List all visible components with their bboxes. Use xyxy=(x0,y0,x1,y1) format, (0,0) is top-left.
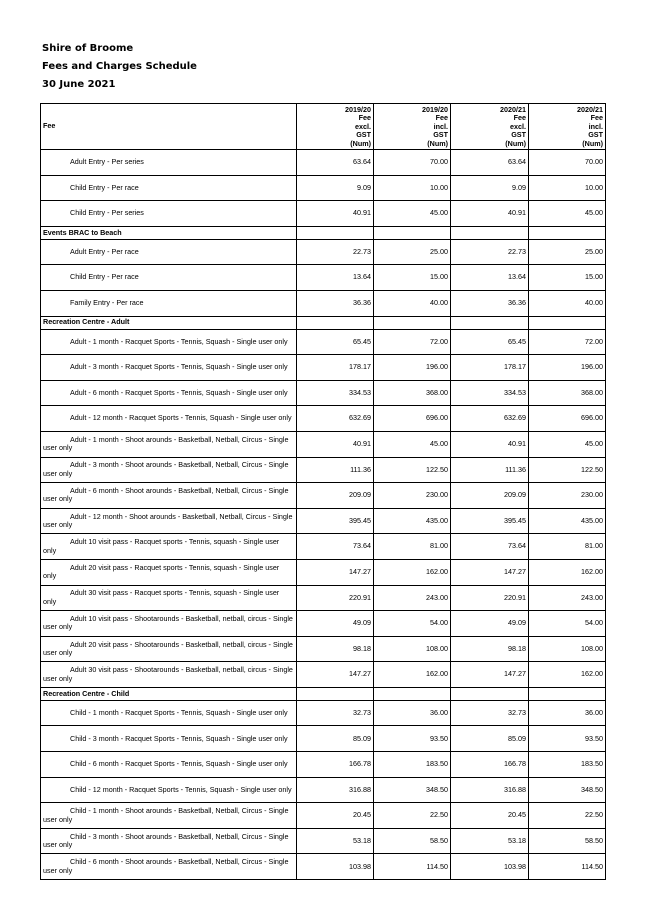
fee-description-cell xyxy=(41,380,297,406)
fee-description-cell xyxy=(41,483,297,509)
table-row xyxy=(41,559,606,585)
fee-description-cell xyxy=(41,611,297,637)
fee-value: 632.69 xyxy=(297,406,374,432)
fee-value: 93.50 xyxy=(529,726,606,752)
fee-description-cell xyxy=(41,828,297,854)
fee-value: 72.00 xyxy=(529,329,606,355)
fee-value: 178.17 xyxy=(297,355,374,381)
column-header-2020-21-incl xyxy=(529,104,606,150)
fee-value: 147.27 xyxy=(297,662,374,688)
fee-value: 108.00 xyxy=(529,636,606,662)
fee-description-cell xyxy=(41,777,297,803)
fee-value: 334.53 xyxy=(297,380,374,406)
fee-value: 98.18 xyxy=(297,636,374,662)
fee-description-cell xyxy=(41,175,297,201)
table-row xyxy=(41,726,606,752)
fee-value: 10.00 xyxy=(529,175,606,201)
table-header-row xyxy=(41,104,606,150)
fee-description: Adult 10 visit pass - Racquet sports - Tennis, squash - Single user only xyxy=(43,537,280,555)
fee-description-cell xyxy=(41,239,297,265)
fee-description: Child Entry - Per race xyxy=(70,182,139,192)
fee-value: 111.36 xyxy=(451,457,529,483)
fee-value: 36.36 xyxy=(297,290,374,316)
fee-value: 65.45 xyxy=(451,329,529,355)
fee-value: 20.45 xyxy=(297,803,374,829)
column-header-line: GST xyxy=(433,130,448,140)
fee-value: 395.45 xyxy=(451,508,529,534)
fee-value: 53.18 xyxy=(297,828,374,854)
section-title: Recreation Centre - Adult xyxy=(41,316,297,329)
fee-description-cell xyxy=(41,752,297,778)
fee-description-cell xyxy=(41,201,297,227)
column-header-line: Fee xyxy=(513,113,526,123)
fee-value: 220.91 xyxy=(297,585,374,611)
fee-description-cell xyxy=(41,355,297,381)
column-header-line: excl. xyxy=(510,121,526,131)
fee-value: 114.50 xyxy=(529,854,606,880)
fee-description: Adult Entry - Per race xyxy=(70,246,139,256)
fee-value: 162.00 xyxy=(374,662,451,688)
fee-description: Child Entry - Per race xyxy=(70,272,139,282)
table-row xyxy=(41,611,606,637)
fee-value: 22.73 xyxy=(451,239,529,265)
fee-value: 435.00 xyxy=(374,508,451,534)
fee-description-cell xyxy=(41,636,297,662)
column-header-line: Fee xyxy=(590,113,603,123)
fee-value: 395.45 xyxy=(297,508,374,534)
fee-description: Adult - 1 month - Racquet Sports - Tennis, Squash - Single user only xyxy=(70,336,288,346)
fee-value: 108.00 xyxy=(374,636,451,662)
column-header-2019-20-incl xyxy=(374,104,451,150)
empty-cell xyxy=(297,687,374,700)
empty-cell xyxy=(529,316,606,329)
table-row xyxy=(41,585,606,611)
fee-value: 45.00 xyxy=(374,431,451,457)
fee-description-cell xyxy=(41,290,297,316)
table-row xyxy=(41,803,606,829)
empty-cell xyxy=(529,687,606,700)
fee-description-cell xyxy=(41,559,297,585)
fee-value: 93.50 xyxy=(374,726,451,752)
fee-value: 220.91 xyxy=(451,585,529,611)
table-row xyxy=(41,150,606,176)
fee-value: 243.00 xyxy=(529,585,606,611)
table-row xyxy=(41,700,606,726)
fee-value: 696.00 xyxy=(529,406,606,432)
document-title: Fees and Charges Schedule xyxy=(42,61,197,72)
fee-description: Adult - 1 month - Shoot arounds - Basketball, Netball, Circus - Single user only xyxy=(43,434,289,453)
fee-value: 25.00 xyxy=(374,239,451,265)
fee-description: Adult - 12 month - Racquet Sports - Tennis, Squash - Single user only xyxy=(70,413,292,423)
fee-description-cell xyxy=(41,150,297,176)
fee-value: 85.09 xyxy=(297,726,374,752)
fee-value: 632.69 xyxy=(451,406,529,432)
fee-description: Adult 10 visit pass - Shootarounds - Basketball, netball, circus - Single user only xyxy=(43,613,293,632)
fee-description: Adult 20 visit pass - Racquet sports - Tennis, squash - Single user only xyxy=(43,562,280,581)
table-row xyxy=(41,201,606,227)
fee-value: 348.50 xyxy=(529,777,606,803)
column-header-line: GST xyxy=(356,130,371,140)
fee-value: 54.00 xyxy=(374,611,451,637)
fee-value: 22.50 xyxy=(374,803,451,829)
fee-value: 162.00 xyxy=(529,662,606,688)
fee-description-cell xyxy=(41,457,297,483)
table-row xyxy=(41,636,606,662)
fee-value: 20.45 xyxy=(451,803,529,829)
fee-value: 32.73 xyxy=(297,700,374,726)
fee-description: Adult 30 visit pass - Shootarounds - Basketball, netball, circus - Single user only xyxy=(43,665,293,683)
column-header-line: 2020/21 xyxy=(577,104,603,114)
fee-description: Child - 12 month - Racquet Sports - Tennis, Squash - Single user only xyxy=(70,784,292,794)
empty-cell xyxy=(451,687,529,700)
section-header-row xyxy=(41,316,606,329)
table-row xyxy=(41,508,606,534)
fee-value: 63.64 xyxy=(451,150,529,176)
column-header-line: excl. xyxy=(355,121,371,131)
fee-value: 230.00 xyxy=(374,483,451,509)
section-header-row xyxy=(41,226,606,239)
fee-value: 72.00 xyxy=(374,329,451,355)
table-row xyxy=(41,828,606,854)
fee-value: 147.27 xyxy=(451,559,529,585)
empty-cell xyxy=(297,226,374,239)
column-header-line: (Num) xyxy=(350,138,371,148)
fee-description: Adult - 6 month - Shoot arounds - Basketball, Netball, Circus - Single user only xyxy=(43,486,289,504)
table-row xyxy=(41,355,606,381)
document-date: 30 June 2021 xyxy=(42,79,116,90)
fee-value: 435.00 xyxy=(529,508,606,534)
fee-value: 114.50 xyxy=(374,854,451,880)
empty-cell xyxy=(451,226,529,239)
fee-value: 348.50 xyxy=(374,777,451,803)
fee-value: 122.50 xyxy=(529,457,606,483)
fee-value: 65.45 xyxy=(297,329,374,355)
empty-cell xyxy=(374,226,451,239)
empty-cell xyxy=(297,316,374,329)
fee-value: 13.64 xyxy=(451,265,529,291)
column-header-line: GST xyxy=(588,130,603,140)
fee-value: 40.91 xyxy=(451,201,529,227)
fee-value: 316.88 xyxy=(451,777,529,803)
fee-description: Child - 1 month - Racquet Sports - Tennis, Squash - Single user only xyxy=(70,707,288,717)
fee-description: Adult Entry - Per series xyxy=(70,157,144,167)
fee-description: Child - 6 month - Racquet Sports - Tennis, Squash - Single user only xyxy=(70,759,288,769)
fee-value: 696.00 xyxy=(374,406,451,432)
fee-value: 334.53 xyxy=(451,380,529,406)
table-body xyxy=(41,150,606,880)
fee-description-cell xyxy=(41,431,297,457)
fee-value: 243.00 xyxy=(374,585,451,611)
fee-value: 70.00 xyxy=(529,150,606,176)
fee-value: 36.00 xyxy=(374,700,451,726)
fee-value: 166.78 xyxy=(297,752,374,778)
fee-value: 45.00 xyxy=(374,201,451,227)
fee-value: 183.50 xyxy=(374,752,451,778)
table-row xyxy=(41,290,606,316)
fee-description: Child - 3 month - Racquet Sports - Tennis, Squash - Single user only xyxy=(70,733,288,743)
fee-value: 49.09 xyxy=(297,611,374,637)
fee-value: 209.09 xyxy=(297,483,374,509)
fee-value: 316.88 xyxy=(297,777,374,803)
fee-value: 103.98 xyxy=(297,854,374,880)
table-row xyxy=(41,777,606,803)
fee-value: 40.00 xyxy=(374,290,451,316)
fee-value: 147.27 xyxy=(451,662,529,688)
table-row xyxy=(41,534,606,560)
fee-value: 196.00 xyxy=(529,355,606,381)
fee-description: Adult - 3 month - Shoot arounds - Basketball, Netball, Circus - Single user only xyxy=(43,460,289,478)
table-row xyxy=(41,431,606,457)
table-row xyxy=(41,175,606,201)
table-row xyxy=(41,752,606,778)
fee-value: 40.00 xyxy=(529,290,606,316)
fee-value: 81.00 xyxy=(374,534,451,560)
empty-cell xyxy=(374,687,451,700)
fee-value: 63.64 xyxy=(297,150,374,176)
fee-value: 209.09 xyxy=(451,483,529,509)
fee-value: 36.00 xyxy=(529,700,606,726)
fee-value: 166.78 xyxy=(451,752,529,778)
fee-value: 53.18 xyxy=(451,828,529,854)
fee-value: 40.91 xyxy=(297,431,374,457)
table-row xyxy=(41,406,606,432)
column-header-line: incl. xyxy=(433,121,448,131)
fee-value: 73.64 xyxy=(297,534,374,560)
fee-description: Adult - 3 month - Racquet Sports - Tennis, Squash - Single user only xyxy=(70,362,288,372)
fee-value: 368.00 xyxy=(374,380,451,406)
fee-value: 111.36 xyxy=(297,457,374,483)
table-row xyxy=(41,239,606,265)
column-header-line: incl. xyxy=(588,121,603,131)
section-title: Events BRAC to Beach xyxy=(41,226,297,239)
fee-value: 9.09 xyxy=(297,175,374,201)
fee-description-cell xyxy=(41,700,297,726)
fee-value: 70.00 xyxy=(374,150,451,176)
fee-value: 58.50 xyxy=(374,828,451,854)
fee-value: 147.27 xyxy=(297,559,374,585)
table-row xyxy=(41,265,606,291)
fee-description-cell xyxy=(41,803,297,829)
section-header-row xyxy=(41,687,606,700)
fee-value: 22.50 xyxy=(529,803,606,829)
column-header-2020-21-excl xyxy=(451,104,529,150)
fee-description: Adult - 6 month - Racquet Sports - Tennis, Squash - Single user only xyxy=(70,387,288,397)
fee-value: 230.00 xyxy=(529,483,606,509)
column-header-line: Fee xyxy=(358,113,371,123)
fee-value: 162.00 xyxy=(529,559,606,585)
fee-value: 15.00 xyxy=(374,265,451,291)
fee-value: 45.00 xyxy=(529,431,606,457)
fee-description: Adult - 12 month - Shoot arounds - Basketball, Netball, Circus - Single user only xyxy=(43,511,293,530)
fee-description-cell xyxy=(41,585,297,611)
column-header-2019-20-excl xyxy=(297,104,374,150)
fee-value: 13.64 xyxy=(297,265,374,291)
fee-description: Family Entry - Per race xyxy=(70,298,144,308)
fee-description-cell xyxy=(41,508,297,534)
fee-description: Child - 1 month - Shoot arounds - Basketball, Netball, Circus - Single user only xyxy=(43,806,289,824)
fee-description-cell xyxy=(41,329,297,355)
fee-value: 368.00 xyxy=(529,380,606,406)
fee-description-cell xyxy=(41,406,297,432)
fee-description: Child Entry - Per series xyxy=(70,208,144,218)
empty-cell xyxy=(529,226,606,239)
fee-description: Child - 6 month - Shoot arounds - Basketball, Netball, Circus - Single user only xyxy=(43,857,289,875)
fee-value: 10.00 xyxy=(374,175,451,201)
fee-value: 162.00 xyxy=(374,559,451,585)
fee-column-header: Fee xyxy=(41,104,297,150)
fee-description-cell xyxy=(41,726,297,752)
organization-name: Shire of Broome xyxy=(42,43,134,54)
fee-value: 58.50 xyxy=(529,828,606,854)
column-header-line: Fee xyxy=(435,113,448,123)
fee-description-cell xyxy=(41,662,297,688)
table-row xyxy=(41,380,606,406)
fee-description: Adult 20 visit pass - Shootarounds - Basketball, netball, circus - Single user only xyxy=(43,639,293,657)
fee-value: 32.73 xyxy=(451,700,529,726)
fee-value: 73.64 xyxy=(451,534,529,560)
fee-value: 36.36 xyxy=(451,290,529,316)
fee-value: 183.50 xyxy=(529,752,606,778)
table-row xyxy=(41,483,606,509)
fee-description-cell xyxy=(41,854,297,880)
fee-value: 22.73 xyxy=(297,239,374,265)
section-title: Recreation Centre - Child xyxy=(41,687,297,700)
empty-cell xyxy=(374,316,451,329)
table-row xyxy=(41,854,606,880)
fee-value: 25.00 xyxy=(529,239,606,265)
fee-value: 122.50 xyxy=(374,457,451,483)
fee-value: 40.91 xyxy=(297,201,374,227)
column-header-line: 2020/21 xyxy=(500,104,526,114)
fee-description: Adult 30 visit pass - Racquet sports - Tennis, squash - Single user only xyxy=(43,588,280,606)
table-row xyxy=(41,662,606,688)
fee-value: 54.00 xyxy=(529,611,606,637)
table-row xyxy=(41,457,606,483)
fee-value: 45.00 xyxy=(529,201,606,227)
fee-value: 9.09 xyxy=(451,175,529,201)
fee-value: 85.09 xyxy=(451,726,529,752)
column-header-line: GST xyxy=(511,130,526,140)
column-header-line: (Num) xyxy=(582,138,603,148)
fee-description-cell xyxy=(41,534,297,560)
fees-table xyxy=(40,103,606,880)
fee-value: 49.09 xyxy=(451,611,529,637)
fee-value: 40.91 xyxy=(451,431,529,457)
column-header-line: 2019/20 xyxy=(422,104,448,114)
fee-description: Child - 3 month - Shoot arounds - Basketball, Netball, Circus - Single user only xyxy=(43,831,289,850)
fee-value: 15.00 xyxy=(529,265,606,291)
fee-value: 81.00 xyxy=(529,534,606,560)
column-header-line: 2019/20 xyxy=(345,104,371,114)
fee-value: 103.98 xyxy=(451,854,529,880)
fee-value: 196.00 xyxy=(374,355,451,381)
fee-description-cell xyxy=(41,265,297,291)
table-row xyxy=(41,329,606,355)
empty-cell xyxy=(451,316,529,329)
fee-value: 98.18 xyxy=(451,636,529,662)
column-header-line: (Num) xyxy=(505,138,526,148)
fee-value: 178.17 xyxy=(451,355,529,381)
column-header-line: (Num) xyxy=(427,138,448,148)
